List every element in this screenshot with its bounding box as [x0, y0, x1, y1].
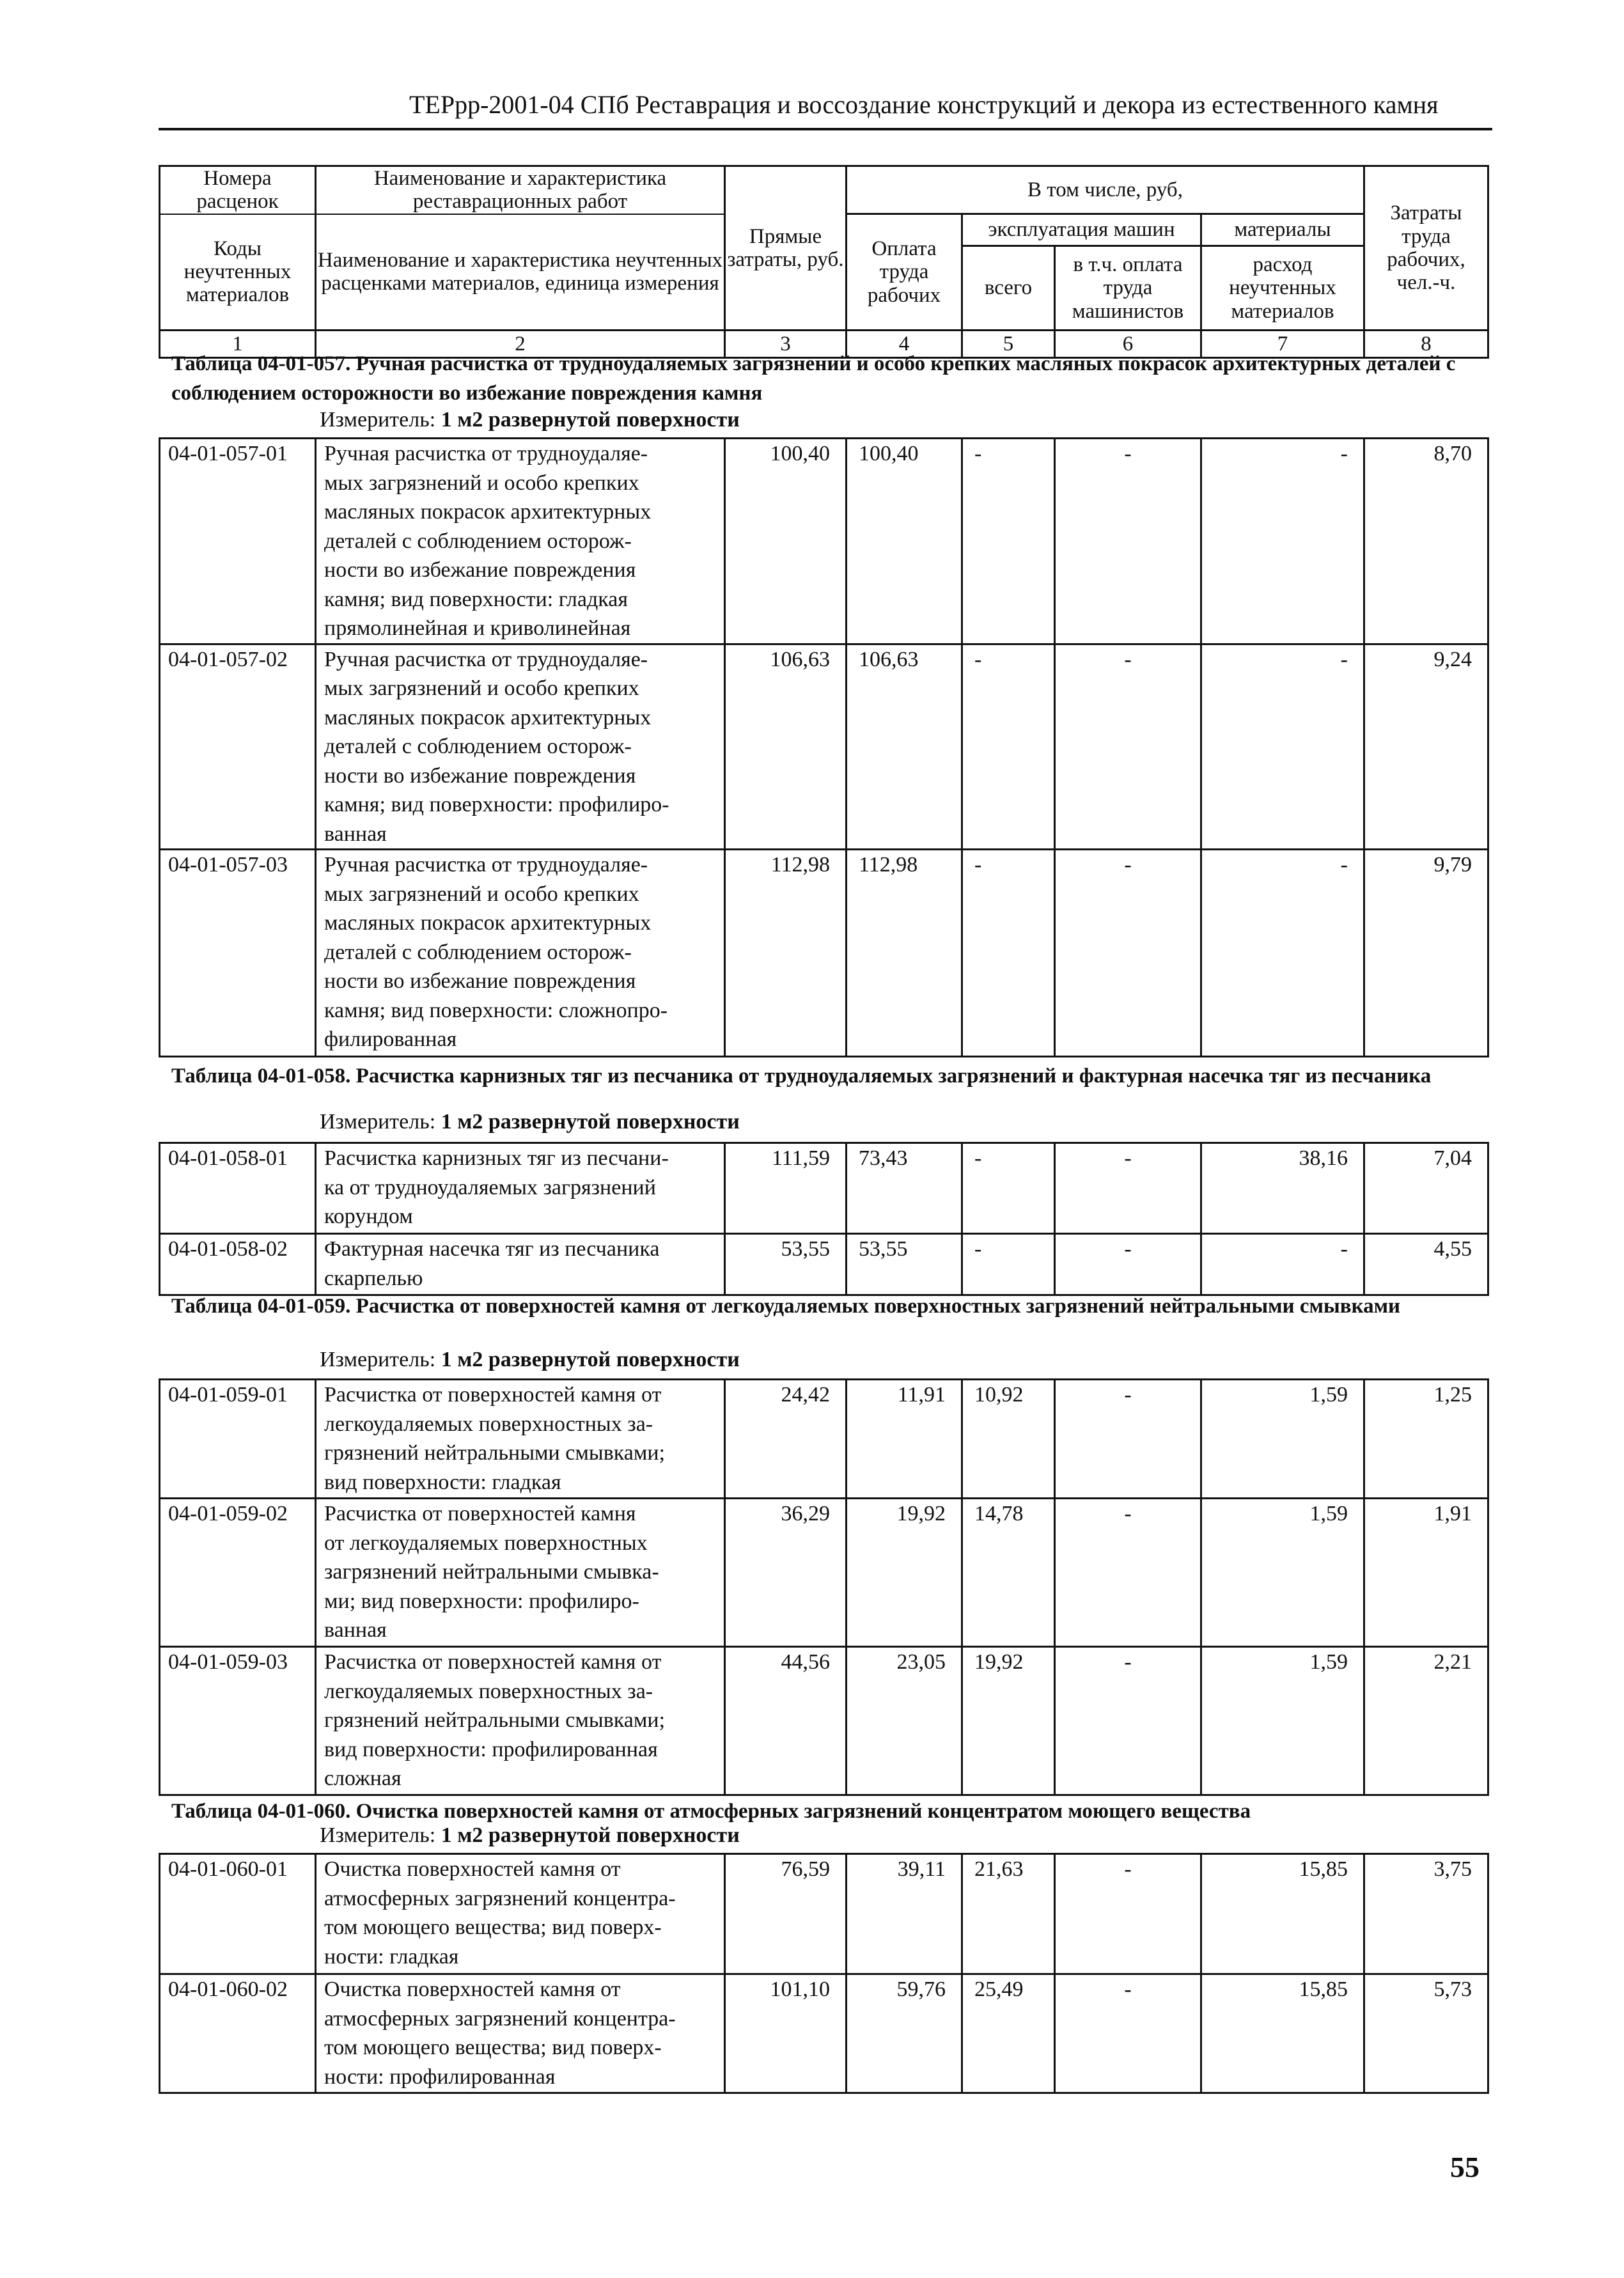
labor-cost: 112,98 [847, 850, 962, 1057]
running-title: ТЕРрр-2001-04 СПб Реставрация и воссоздание конструкций и декора из естественного камня [409, 90, 1439, 119]
col-header-2-top: Наименование и характеристика реставрационных работ [316, 166, 725, 214]
machine-total: 19,92 [962, 1647, 1055, 1795]
machine-total: - [962, 439, 1055, 644]
col-number: 1 [160, 331, 316, 358]
meter-label: Измеритель: [320, 1348, 436, 1371]
direct-cost: 24,42 [725, 1380, 847, 1499]
col-header-1-top: Номера расценок [160, 166, 316, 214]
materials-cost: - [1201, 850, 1364, 1057]
meter-value: 1 м2 развернутой поверхности [441, 1348, 740, 1371]
labor-hours: 3,75 [1364, 1854, 1488, 1974]
labor-cost: 73,43 [847, 1143, 962, 1234]
rate-name: Расчистка от поверхностей камня от легкоудаляемых поверхностных за- грязнений нейтральными смывками; вид поверхности: гладкая [316, 1380, 725, 1499]
rate-code: 04-01-058-01 [160, 1143, 316, 1234]
col-header-7: расход неучтенных материалов [1201, 246, 1364, 331]
direct-cost: 111,59 [725, 1143, 847, 1234]
col-header-6: в т.ч. оплата труда машинистов [1055, 246, 1201, 331]
direct-cost: 44,56 [725, 1647, 847, 1795]
machine-wages: - [1055, 1854, 1201, 1974]
rate-name: Ручная расчистка от трудноудаляе- мых загрязнений и особо крепких масляных покрасок архитектурных деталей с соблюдением осторож- ности во избежание повреждения камня; вид поверхности: сложнопро- филированная [316, 850, 725, 1057]
machine-wages: - [1055, 850, 1201, 1057]
col-number: 8 [1364, 331, 1488, 358]
labor-cost: 11,91 [847, 1380, 962, 1499]
col-header-2-bottom: Наименование и характеристика неучтенных расценками материалов, единица измерения [316, 214, 725, 331]
rate-code: 04-01-059-03 [160, 1647, 316, 1795]
rate-code: 04-01-057-03 [160, 850, 316, 1057]
col-number: 3 [725, 331, 847, 358]
rate-name: Расчистка карнизных тяг из песчани- ка от трудноудаляемых загрязнений корундом [316, 1143, 725, 1234]
rates-table [159, 1853, 1489, 2094]
rate-code: 04-01-059-01 [160, 1380, 316, 1499]
meter-line [320, 1348, 740, 1372]
labor-hours: 7,04 [1364, 1143, 1488, 1234]
machine-total: - [962, 1143, 1055, 1234]
rate-code: 04-01-059-02 [160, 1499, 316, 1647]
meter-line [320, 1110, 740, 1134]
col-header-4: Оплата труда рабочих [847, 214, 962, 331]
direct-cost: 100,40 [725, 439, 847, 644]
labor-hours: 9,79 [1364, 850, 1488, 1057]
machine-wages: - [1055, 1647, 1201, 1795]
rate-name: Расчистка от поверхностей камня от легкоудаляемых поверхностных за- грязнений нейтральными смывками; вид поверхности: профилированная сложная [316, 1647, 725, 1795]
materials-cost: - [1201, 644, 1364, 850]
meter-label: Измеритель: [320, 1110, 436, 1134]
materials-cost: 1,59 [1201, 1380, 1364, 1499]
direct-cost: 106,63 [725, 644, 847, 850]
meter-label: Измеритель: [320, 1823, 436, 1847]
labor-cost: 19,92 [847, 1499, 962, 1647]
col-header-machines: эксплуатация машин [962, 214, 1201, 246]
table-row [160, 1854, 1488, 1974]
col-header-group: В том числе, руб, [847, 166, 1364, 214]
table-title: Таблица 04-01-057. Ручная расчистка от трудноудаляемых загрязнений и особо крепких масляных покрасок архитектурных деталей с соблюдением осторожности во избежание повреждения камня [171, 352, 1456, 405]
labor-cost: 106,63 [847, 644, 962, 850]
column-header-table [159, 165, 1489, 359]
materials-cost: 1,59 [1201, 1647, 1364, 1795]
materials-cost: 15,85 [1201, 1974, 1364, 2093]
meter-label: Измеритель: [320, 408, 436, 432]
rate-code: 04-01-060-02 [160, 1974, 316, 2093]
machine-wages: - [1055, 1974, 1201, 2093]
rate-code: 04-01-057-02 [160, 644, 316, 850]
table-title: Таблица 04-01-060. Очистка поверхностей камня от атмосферных загрязнений концентратом моющего вещества [171, 1800, 1251, 1823]
labor-cost: 100,40 [847, 439, 962, 644]
table-row [160, 1499, 1488, 1647]
labor-cost: 59,76 [847, 1974, 962, 2093]
table-row [160, 1143, 1488, 1234]
materials-cost: 1,59 [1201, 1499, 1364, 1647]
rate-code: 04-01-060-01 [160, 1854, 316, 1974]
direct-cost: 76,59 [725, 1854, 847, 1974]
direct-cost: 36,29 [725, 1499, 847, 1647]
direct-cost: 53,55 [725, 1234, 847, 1295]
direct-cost: 101,10 [725, 1974, 847, 2093]
table-row [160, 1974, 1488, 2093]
page-number: 55 [1450, 2151, 1480, 2183]
rate-name: Ручная расчистка от трудноудаляе- мых загрязнений и особо крепких масляных покрасок архитектурных деталей с соблюдением осторож- ности во избежание повреждения камня; вид поверхности: гладкая прямолинейная и криволинейная [316, 439, 725, 644]
table-row [160, 850, 1488, 1057]
col-number: 7 [1201, 331, 1364, 358]
machine-wages: - [1055, 1234, 1201, 1295]
rate-name: Фактурная насечка тяг из песчаника скарпелью [316, 1234, 725, 1295]
machine-total: - [962, 850, 1055, 1057]
col-header-1-bottom: Коды неучтенных материалов [160, 214, 316, 331]
labor-hours: 8,70 [1364, 439, 1488, 644]
rate-code: 04-01-057-01 [160, 439, 316, 644]
col-number: 2 [316, 331, 725, 358]
materials-cost: 15,85 [1201, 1854, 1364, 1974]
table-title: Таблица 04-01-059. Расчистка от поверхностей камня от легкоудаляемых поверхностных загрязнений нейтральными смывками [171, 1295, 1401, 1318]
meter-value: 1 м2 развернутой поверхности [441, 408, 740, 432]
meter-line [320, 1823, 740, 1848]
table-row [160, 439, 1488, 644]
materials-cost: - [1201, 439, 1364, 644]
col-header-8: Затраты труда рабочих, чел.-ч. [1364, 166, 1488, 331]
rate-name: Ручная расчистка от трудноудаляе- мых загрязнений и особо крепких масляных покрасок архитектурных деталей с соблюдением осторож- ности во избежание повреждения камня; вид поверхности: профилиро- ванная [316, 644, 725, 850]
machine-wages: - [1055, 439, 1201, 644]
machine-total: - [962, 644, 1055, 850]
col-header-5: всего [962, 246, 1055, 331]
header-rule [159, 128, 1492, 130]
direct-cost: 112,98 [725, 850, 847, 1057]
machine-wages: - [1055, 1143, 1201, 1234]
labor-hours: 2,21 [1364, 1647, 1488, 1795]
col-header-materials: материалы [1201, 214, 1364, 246]
machine-total: 14,78 [962, 1499, 1055, 1647]
machine-total: 21,63 [962, 1854, 1055, 1974]
machine-total: - [962, 1234, 1055, 1295]
table-row [160, 1380, 1488, 1499]
meter-value: 1 м2 развернутой поверхности [441, 1110, 740, 1134]
labor-cost: 39,11 [847, 1854, 962, 1974]
labor-hours: 4,55 [1364, 1234, 1488, 1295]
col-header-3: Прямые затраты, руб. [725, 166, 847, 331]
rate-name: Очистка поверхностей камня от атмосферных загрязнений концентра- том моющего вещества; вид поверх- ности: профилированная [316, 1974, 725, 2093]
labor-hours: 5,73 [1364, 1974, 1488, 2093]
machine-wages: - [1055, 644, 1201, 850]
machine-total: 25,49 [962, 1974, 1055, 2093]
labor-hours: 9,24 [1364, 644, 1488, 850]
machine-wages: - [1055, 1380, 1201, 1499]
table-title: Таблица 04-01-058. Расчистка карнизных тяг из песчаника от трудноудаляемых загрязнений и фактурная насечка тяг из песчаника [171, 1065, 1432, 1088]
meter-line [320, 408, 740, 432]
table-row [160, 1647, 1488, 1795]
machine-wages: - [1055, 1499, 1201, 1647]
machine-total: 10,92 [962, 1380, 1055, 1499]
materials-cost: 38,16 [1201, 1143, 1364, 1234]
col-number: 5 [962, 331, 1055, 358]
table-row [160, 644, 1488, 850]
materials-cost: - [1201, 1234, 1364, 1295]
labor-hours: 1,25 [1364, 1380, 1488, 1499]
labor-cost: 23,05 [847, 1647, 962, 1795]
labor-hours: 1,91 [1364, 1499, 1488, 1647]
labor-cost: 53,55 [847, 1234, 962, 1295]
rate-code: 04-01-058-02 [160, 1234, 316, 1295]
rate-name: Расчистка от поверхностей камня от легкоудаляемых поверхностных загрязнений нейтральными смывка- ми; вид поверхности: профилиро- ванная [316, 1499, 725, 1647]
rate-name: Очистка поверхностей камня от атмосферных загрязнений концентра- том моющего вещества; вид поверх- ности: гладкая [316, 1854, 725, 1974]
col-number: 6 [1055, 331, 1201, 358]
table-row [160, 1234, 1488, 1295]
meter-value: 1 м2 развернутой поверхности [441, 1823, 740, 1847]
col-number: 4 [847, 331, 962, 358]
rates-table [159, 1378, 1489, 1796]
rates-table [159, 1142, 1489, 1296]
rates-table [159, 437, 1489, 1057]
